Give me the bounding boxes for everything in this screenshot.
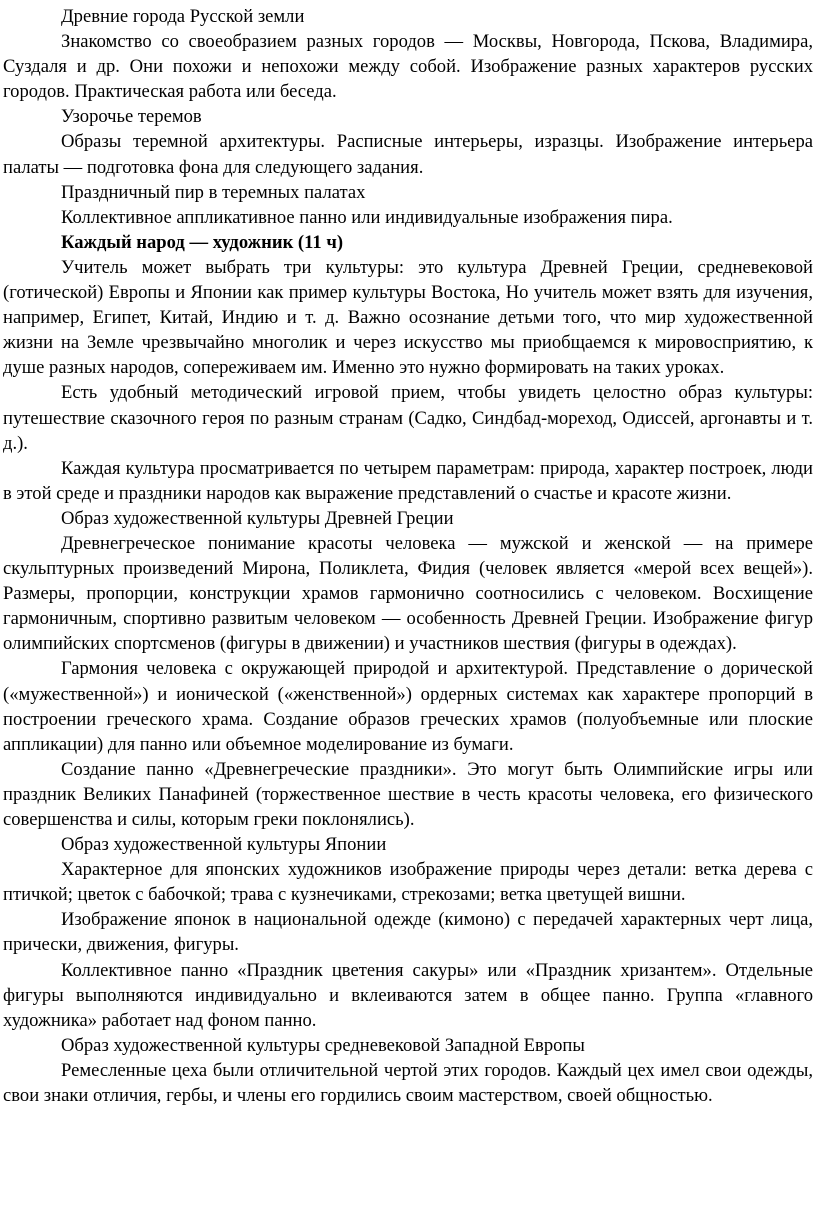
section-title-ancient-greece: Образ художественной культуры Древней Греции <box>61 507 454 529</box>
section-title-terem-patterns: Узорочье теремов <box>61 106 202 128</box>
chapter-heading-every-nation-artist: Каждый народ — художник (11 ч) <box>61 231 344 253</box>
section-title-japan: Образ художественной культуры Японии <box>61 834 387 856</box>
section-title-ancient-cities: Древние города Русской земли <box>61 6 305 27</box>
paragraph-teacher-choice: Учитель может выбрать три культуры: это культура Древней Греции, средневековой (готической) Европы и Японии как пример культуры Востока, Но учитель может взять для изучения, например, Египет, Китай, Индию и т. д. Важно осознание детьми того, что мир художественной жизни на Земле чрезвычайно многолик и через искусство мы приобщаемся к мировосприятию, к душе разных народов, сопереживаем им. Именно это нужно формировать на таких уроках. <box>3 256 813 379</box>
paragraph-japan-nature: Характерное для японских художников изображение природы через детали: ветка дерева с птичкой; цветок с бабочкой; трава с кузнечиками, стрекозами; ветка цветущей вишни. <box>3 859 813 906</box>
paragraph-feast-panel: Коллективное аппликативное панно или индивидуальные изображения пира. <box>61 206 673 228</box>
section-title-medieval-europe: Образ художественной культуры средневековой Западной Европы <box>61 1034 585 1056</box>
paragraph-japan-kimono: Изображение японок в национальной одежде (кимоно) с передачей характерных черт лица, прически, движения, фигуры. <box>3 909 813 956</box>
paragraph-four-parameters: Каждая культура просматривается по четырем параметрам: природа, характер построек, люди в этой среде и праздники народов как выражение представлений о счастье и красоте жизни. <box>3 457 813 504</box>
paragraph-greek-harmony: Гармония человека с окружающей природой и архитектурой. Представление о дорической («мужественной») и ионической («женственной») ордерных системах как характере пропорций в построении греческого храма. Создание образов греческих храмов (полуобъемные или плоские аппликации) для панно или объемное моделирование из бумаги. <box>3 658 813 755</box>
section-title-festive-feast: Праздничный пир в теремных палатах <box>61 181 366 203</box>
paragraph-medieval-guilds: Ремесленные цеха были отличительной чертой этих городов. Каждый цех имел свои одежды, свои знаки отличия, гербы, и члены его гордились своим мастерством, своей общностью. <box>3 1059 813 1107</box>
paragraph-ancient-cities: Знакомство со своеобразием разных городов — Москвы, Новгорода, Пскова, Владимира, Суздаля и др. Они похожи и непохожи между собой. Изображение разных характеров русских городов. Практическая работа или беседа. <box>3 31 813 103</box>
paragraph-greek-beauty: Древнегреческое понимание красоты человека — мужской и женской — на примере скульптурных произведений Мирона, Поликлета, Фидия (человек является «мерой всех вещей»). Размеры, пропорции, конструкции храмов гармонично соотносились с человеком. Восхищение гармоничным, спортивно развитым человеком — особенность Древней Греции. Изображение фигур олимпийских спортсменов (фигуры в движении) и участников шествия (фигуры в одеждах). <box>3 532 813 655</box>
paragraph-greek-festivals: Создание панно «Древнегреческие праздники». Это могут быть Олимпийские игры или праздник Великих Панафиней (торжественное шествие в честь красоты человека, его физического совершенства и силы, которым греки поклонялись). <box>3 758 813 830</box>
paragraph-game-method: Есть удобный методический игровой прием, чтобы увидеть целостно образ культуры: путешествие сказочного героя по разным странам (Садко, Синдбад-мореход, Одиссей, аргонавты и т. д.). <box>3 382 813 454</box>
paragraph-terem-architecture: Образы теремной архитектуры. Расписные интерьеры, изразцы. Изображение интерьера палаты — подготовка фона для следующего задания. <box>3 131 813 178</box>
paragraph-japan-panel: Коллективное панно «Праздник цветения сакуры» или «Праздник хризантем». Отдельные фигуры выполняются индивидуально и вклеиваются затем в общее панно. Группа «главного художника» работает над фоном панно. <box>3 959 813 1031</box>
